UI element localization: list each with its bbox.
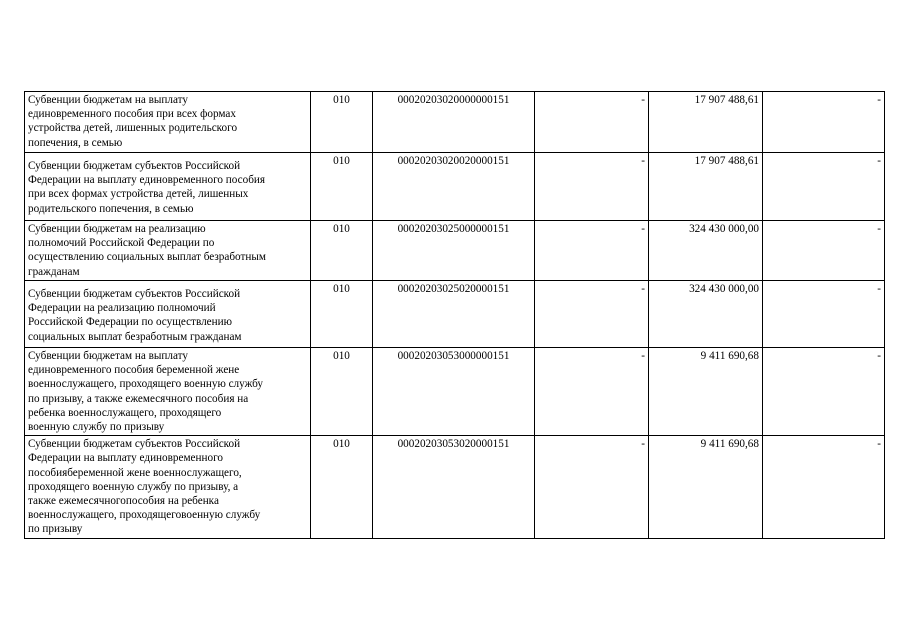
row-amount: 324 430 000,00: [649, 221, 763, 281]
row-col4: -: [535, 281, 649, 348]
row-code: 010: [311, 348, 373, 436]
row-name: Субвенции бюджетам субъектов Российской Федерации на выплату единовременного пособиябеременной жене военнослужащего, проходящего военную службу по призыву, а также ежемесячногопособия на ребенка военнослужащего, проходящеговоенную службу по призыву: [28, 438, 261, 536]
row-name-cell: [25, 92, 311, 153]
row-kbk: 00020203053020000151: [373, 436, 535, 539]
row-amount: 17 907 488,61: [649, 153, 763, 221]
row-code: 010: [311, 436, 373, 539]
row-name-cell: [25, 348, 311, 436]
row-kbk: 00020203020020000151: [373, 153, 535, 221]
row-kbk: 00020203025020000151: [373, 281, 535, 348]
table-row: [25, 436, 885, 539]
table-row: [25, 92, 885, 153]
table-row: [25, 221, 885, 281]
row-kbk: 00020203020000000151: [373, 92, 535, 153]
table-row: [25, 281, 885, 348]
row-amount: 324 430 000,00: [649, 281, 763, 348]
row-col6: -: [763, 348, 885, 436]
row-col6: -: [763, 281, 885, 348]
table-row: [25, 153, 885, 221]
row-col6: -: [763, 92, 885, 153]
row-code: 010: [311, 92, 373, 153]
row-code: 010: [311, 281, 373, 348]
table-row: [25, 348, 885, 436]
row-name-cell: [25, 281, 311, 348]
row-name: Субвенции бюджетам субъектов Российской Федерации на реализацию полномочий Российской Федерации по осуществлению социальных выплат безработным гражданам: [28, 288, 242, 343]
row-code: 010: [311, 221, 373, 281]
row-col4: -: [535, 221, 649, 281]
row-col6: -: [763, 153, 885, 221]
row-name: Субвенции бюджетам на выплату единовременного пособия беременной жене военнослужащего, проходящего военную службу по призыву, а также ежемесячного пособия на ребенка военнослужащего, проходящего военную службу по призыву: [28, 350, 264, 434]
row-col4: -: [535, 153, 649, 221]
row-amount: 17 907 488,61: [649, 92, 763, 153]
row-name-cell: [25, 153, 311, 221]
row-col4: -: [535, 348, 649, 436]
budget-table: [24, 91, 885, 539]
row-col6: -: [763, 221, 885, 281]
row-amount: 9 411 690,68: [649, 348, 763, 436]
row-amount: 9 411 690,68: [649, 436, 763, 539]
row-kbk: 00020203025000000151: [373, 221, 535, 281]
row-kbk: 00020203053000000151: [373, 348, 535, 436]
row-col4: -: [535, 92, 649, 153]
row-col6: -: [763, 436, 885, 539]
row-name: Субвенции бюджетам на реализацию полномочий Российской Федерации по осуществлению социальных выплат безработным гражданам: [28, 223, 266, 278]
row-col4: -: [535, 436, 649, 539]
row-code: 010: [311, 153, 373, 221]
row-name-cell: [25, 221, 311, 281]
row-name: Субвенции бюджетам субъектов Российской Федерации на выплату единовременного пособия при всех формах устройства детей, лишенных родительского попечения, в семью: [28, 160, 266, 215]
row-name: Субвенции бюджетам на выплату единовременного пособия при всех формах устройства детей, лишенных родительского попечения, в семью: [28, 94, 238, 149]
row-name-cell: [25, 436, 311, 539]
